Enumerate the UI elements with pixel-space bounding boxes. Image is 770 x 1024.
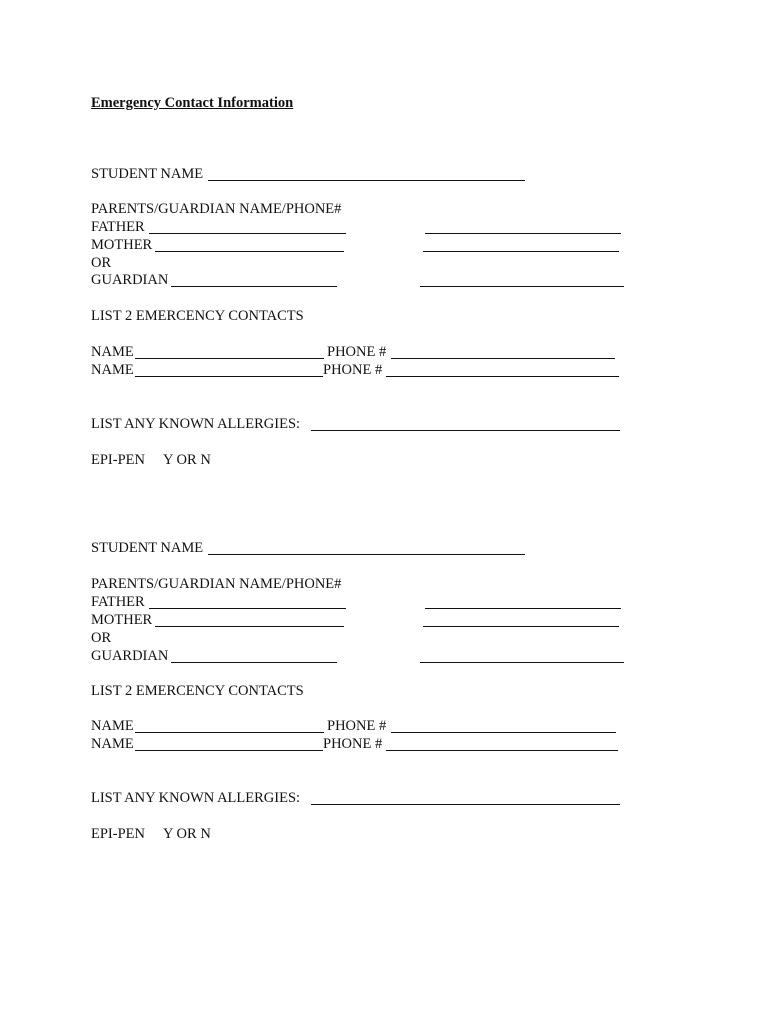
contact-2-name-field[interactable] <box>135 376 323 377</box>
student-name-label: STUDENT NAME <box>91 540 204 556</box>
guardian-name-field[interactable] <box>171 662 337 663</box>
student-name-field[interactable] <box>208 554 525 555</box>
mother-label: MOTHER <box>91 237 153 253</box>
allergies-field[interactable] <box>311 804 620 805</box>
father-name-field[interactable] <box>149 608 346 609</box>
form-title: Emergency Contact Information <box>91 95 294 111</box>
epipen-label: EPI-PEN <box>91 452 145 468</box>
parents-heading: PARENTS/GUARDIAN NAME/PHONE# <box>91 576 342 592</box>
contact-2-phone-field[interactable] <box>386 750 618 751</box>
epipen-options[interactable]: Y OR N <box>163 826 211 842</box>
mother-phone-field[interactable] <box>423 626 619 627</box>
contact-2-name-label: NAME <box>91 736 134 752</box>
mother-phone-field[interactable] <box>423 251 619 252</box>
contact-1-phone-field[interactable] <box>391 732 616 733</box>
allergies-label: LIST ANY KNOWN ALLERGIES: <box>91 416 301 432</box>
or-label: OR <box>91 630 112 646</box>
contact-1-name-field[interactable] <box>135 732 324 733</box>
student-name-label: STUDENT NAME <box>91 166 204 182</box>
mother-name-field[interactable] <box>155 251 344 252</box>
guardian-phone-field[interactable] <box>420 662 624 663</box>
contact-2-phone-label: PHONE # <box>323 736 383 752</box>
contact-1-name-field[interactable] <box>135 358 324 359</box>
contacts-heading: LIST 2 EMERCENCY CONTACTS <box>91 308 304 324</box>
contact-1-name-label: NAME <box>91 344 134 360</box>
father-label: FATHER <box>91 219 145 235</box>
father-label: FATHER <box>91 594 145 610</box>
mother-label: MOTHER <box>91 612 153 628</box>
contact-1-phone-label: PHONE # <box>327 718 387 734</box>
father-phone-field[interactable] <box>425 233 621 234</box>
allergies-label: LIST ANY KNOWN ALLERGIES: <box>91 790 301 806</box>
contact-1-phone-label: PHONE # <box>327 344 387 360</box>
contact-1-name-label: NAME <box>91 718 134 734</box>
contact-2-name-field[interactable] <box>135 750 323 751</box>
contact-2-phone-label: PHONE # <box>323 362 383 378</box>
guardian-name-field[interactable] <box>171 286 337 287</box>
guardian-label: GUARDIAN <box>91 272 169 288</box>
contacts-heading: LIST 2 EMERCENCY CONTACTS <box>91 683 304 699</box>
guardian-label: GUARDIAN <box>91 648 169 664</box>
contact-1-phone-field[interactable] <box>391 358 615 359</box>
guardian-phone-field[interactable] <box>420 286 624 287</box>
epipen-options[interactable]: Y OR N <box>163 452 211 468</box>
or-label: OR <box>91 255 112 271</box>
mother-name-field[interactable] <box>155 626 344 627</box>
contact-2-phone-field[interactable] <box>386 376 619 377</box>
father-phone-field[interactable] <box>425 608 621 609</box>
epipen-label: EPI-PEN <box>91 826 145 842</box>
contact-2-name-label: NAME <box>91 362 134 378</box>
father-name-field[interactable] <box>149 233 346 234</box>
allergies-field[interactable] <box>311 430 620 431</box>
student-name-field[interactable] <box>208 180 525 181</box>
parents-heading: PARENTS/GUARDIAN NAME/PHONE# <box>91 201 342 217</box>
